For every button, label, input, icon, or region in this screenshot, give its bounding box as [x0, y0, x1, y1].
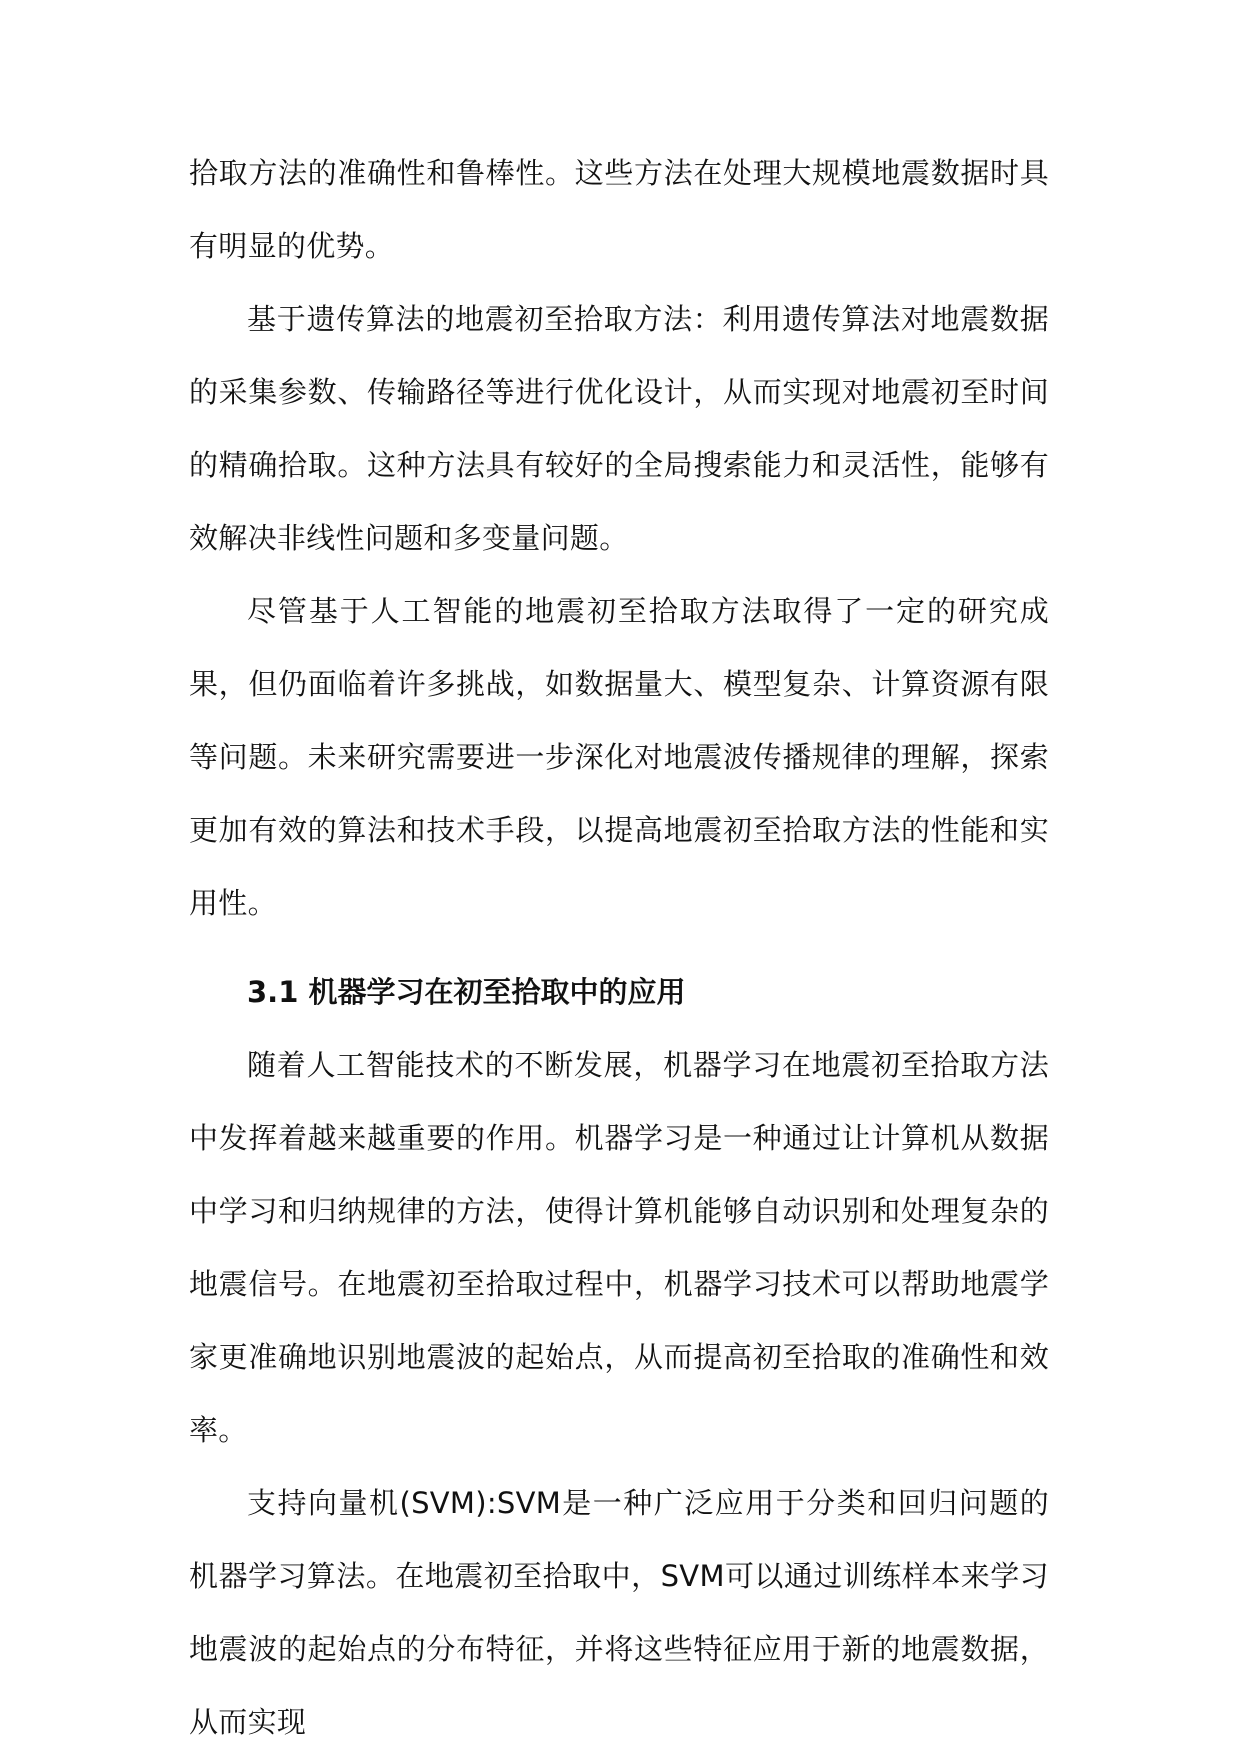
paragraph-machine-learning: 随着人工智能技术的不断发展，机器学习在地震初至拾取方法中发挥着越来越重要的作用。机器学习是一种通过让计算机从数据中学习和归纳规律的方法，使得计算机能够自动识别和处理复杂的地震信号。在地震初至拾取过程中，机器学习技术可以帮助地震学家更准确地识别地震波的起始点，从而提高初至拾取的准确性和效率。	[189, 1048, 1049, 1447]
paragraph-genetic-algorithm: 基于遗传算法的地震初至拾取方法：利用遗传算法对地震数据的采集参数、传输路径等进行优化设计，从而实现对地震初至时间的精确拾取。这种方法具有较好的全局搜索能力和灵活性，能够有效解决非线性问题和多变量问题。	[189, 302, 1049, 555]
section-heading: 3.1 机器学习在初至拾取中的应用	[247, 975, 686, 1009]
document-body	[189, 137, 1049, 1759]
paragraph-continuation: 拾取方法的准确性和鲁棒性。这些方法在处理大规模地震数据时具有明显的优势。	[189, 156, 1049, 263]
paragraph-challenges: 尽管基于人工智能的地震初至拾取方法取得了一定的研究成果，但仍面临着许多挑战，如数据量大、模型复杂、计算资源有限等问题。未来研究需要进一步深化对地震波传播规律的理解，探索更加有效的算法和技术手段，以提高地震初至拾取方法的性能和实用性。	[189, 594, 1049, 920]
paragraph-svm: 支持向量机(SVM):SVM是一种广泛应用于分类和回归问题的机器学习算法。在地震初至拾取中，SVM可以通过训练样本来学习地震波的起始点的分布特征，并将这些特征应用于新的地震数据，从而实现	[189, 1486, 1049, 1739]
